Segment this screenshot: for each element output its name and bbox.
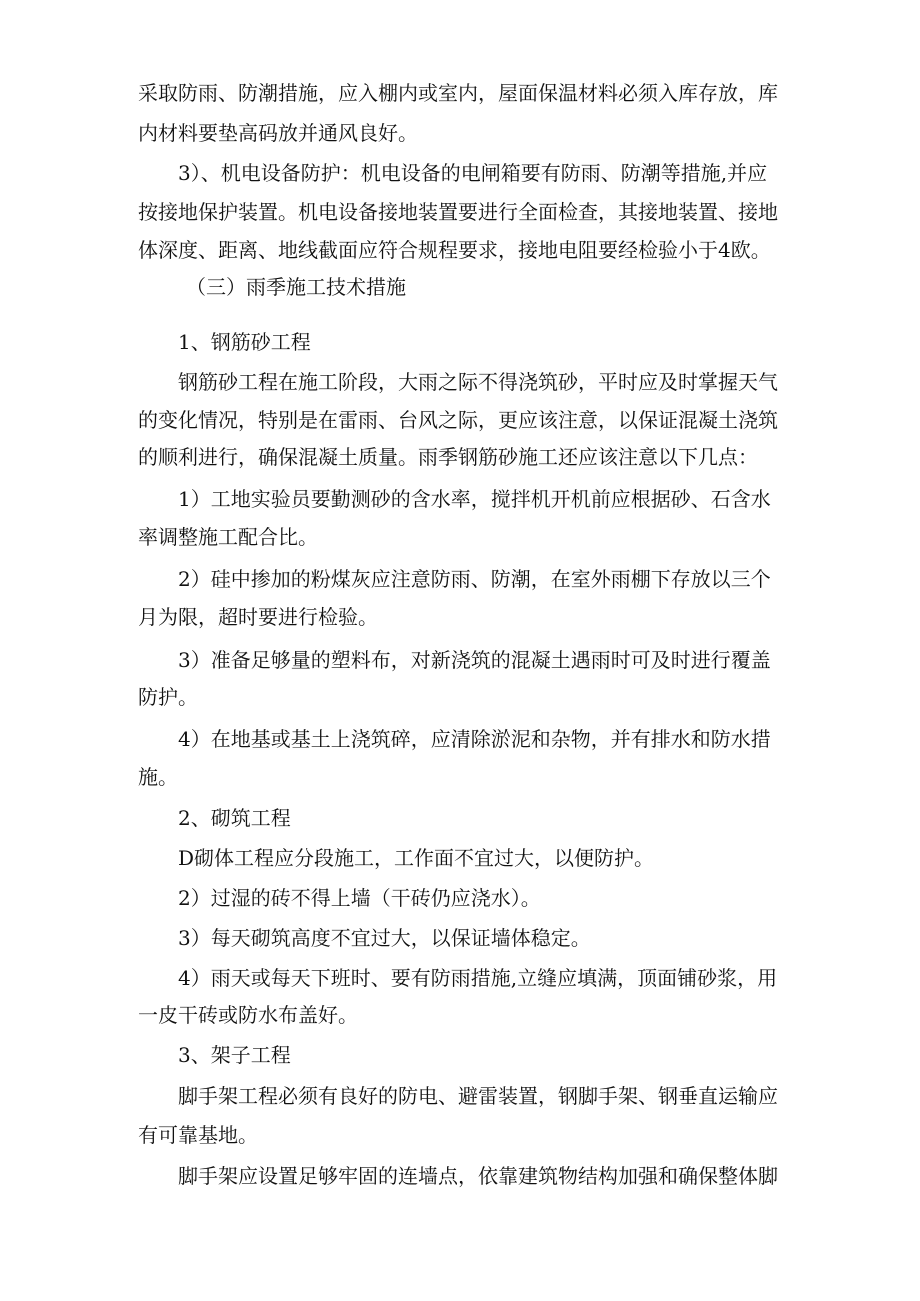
subsection-heading: 3、架子工程 [178, 1043, 291, 1067]
list-item-line: 3）每天砌筑高度不宜过大，以保证墙体稳定。 [178, 926, 591, 950]
subsection-heading: 1、钢筋砂工程 [178, 330, 311, 354]
section-heading: （三）雨季施工技术措施 [186, 275, 406, 299]
paragraph-line: 钢筋砂工程在施工阶段，大雨之际不得浇筑砂，平时应及时掌握天气 [178, 370, 778, 394]
list-item-line: D砌体工程应分段施工，工作面不宜过大，以便防护。 [178, 846, 655, 870]
paragraph-line: 的变化情况，特别是在雷雨、台风之际，更应该注意，以保证混凝土浇筑 [138, 408, 778, 432]
paragraph-line: 的顺利进行，确保混凝土质量。雨季钢筋砂施工还应该注意以下几点： [138, 445, 758, 469]
list-item-line: 3）准备足够量的塑料布，对新浇筑的混凝土遇雨时可及时进行覆盖 [178, 648, 771, 672]
paragraph-line: 体深度、距离、地线截面应符合规程要求，接地电阻要经检验小于4欧。 [138, 238, 771, 262]
list-item-line: 防护。 [138, 685, 198, 709]
subsection-heading: 2、砌筑工程 [178, 806, 291, 830]
list-item-line: 率调整施工配合比。 [138, 525, 318, 549]
list-item-line: 2）硅中掺加的粉煤灰应注意防雨、防潮，在室外雨棚下存放以三个 [178, 567, 771, 591]
list-item-line: 2）过湿的砖不得上墙（干砖仍应浇水）。 [178, 886, 541, 910]
list-item-line: 4）雨天或每天下班时、要有防雨措施,立缝应填满，顶面铺砂浆，用 [178, 966, 778, 990]
list-item-line: 施。 [138, 765, 178, 789]
paragraph-line: 3）、机电设备防护：机电设备的电闸箱要有防雨、防潮等措施,并应 [178, 161, 768, 185]
paragraph-line: 采取防雨、防潮措施，应入棚内或室内，屋面保温材料必须入库存放，库 [138, 81, 778, 105]
list-item-line: 月为限，超时要进行检验。 [138, 605, 378, 629]
list-item-line: 1）工地实验员要勤测砂的含水率，搅拌机开机前应根据砂、石含水 [178, 487, 771, 511]
list-item-line: 4）在地基或基土上浇筑碎，应清除淤泥和杂物，并有排水和防水措 [178, 727, 771, 751]
paragraph-line: 按接地保护装置。机电设备接地装置要进行全面检查，其接地装置、接地 [138, 200, 778, 224]
list-item-line: 一皮干砖或防水布盖好。 [138, 1003, 358, 1027]
paragraph-line: 脚手架应设置足够牢固的连墙点，依靠建筑物结构加强和确保整体脚 [178, 1164, 778, 1188]
paragraph-line: 内材料要垫高码放并通风良好。 [138, 121, 418, 145]
paragraph-line: 有可靠基地。 [138, 1123, 258, 1147]
paragraph-line: 脚手架工程必须有良好的防电、避雷装置，钢脚手架、钢垂直运输应 [178, 1084, 778, 1108]
